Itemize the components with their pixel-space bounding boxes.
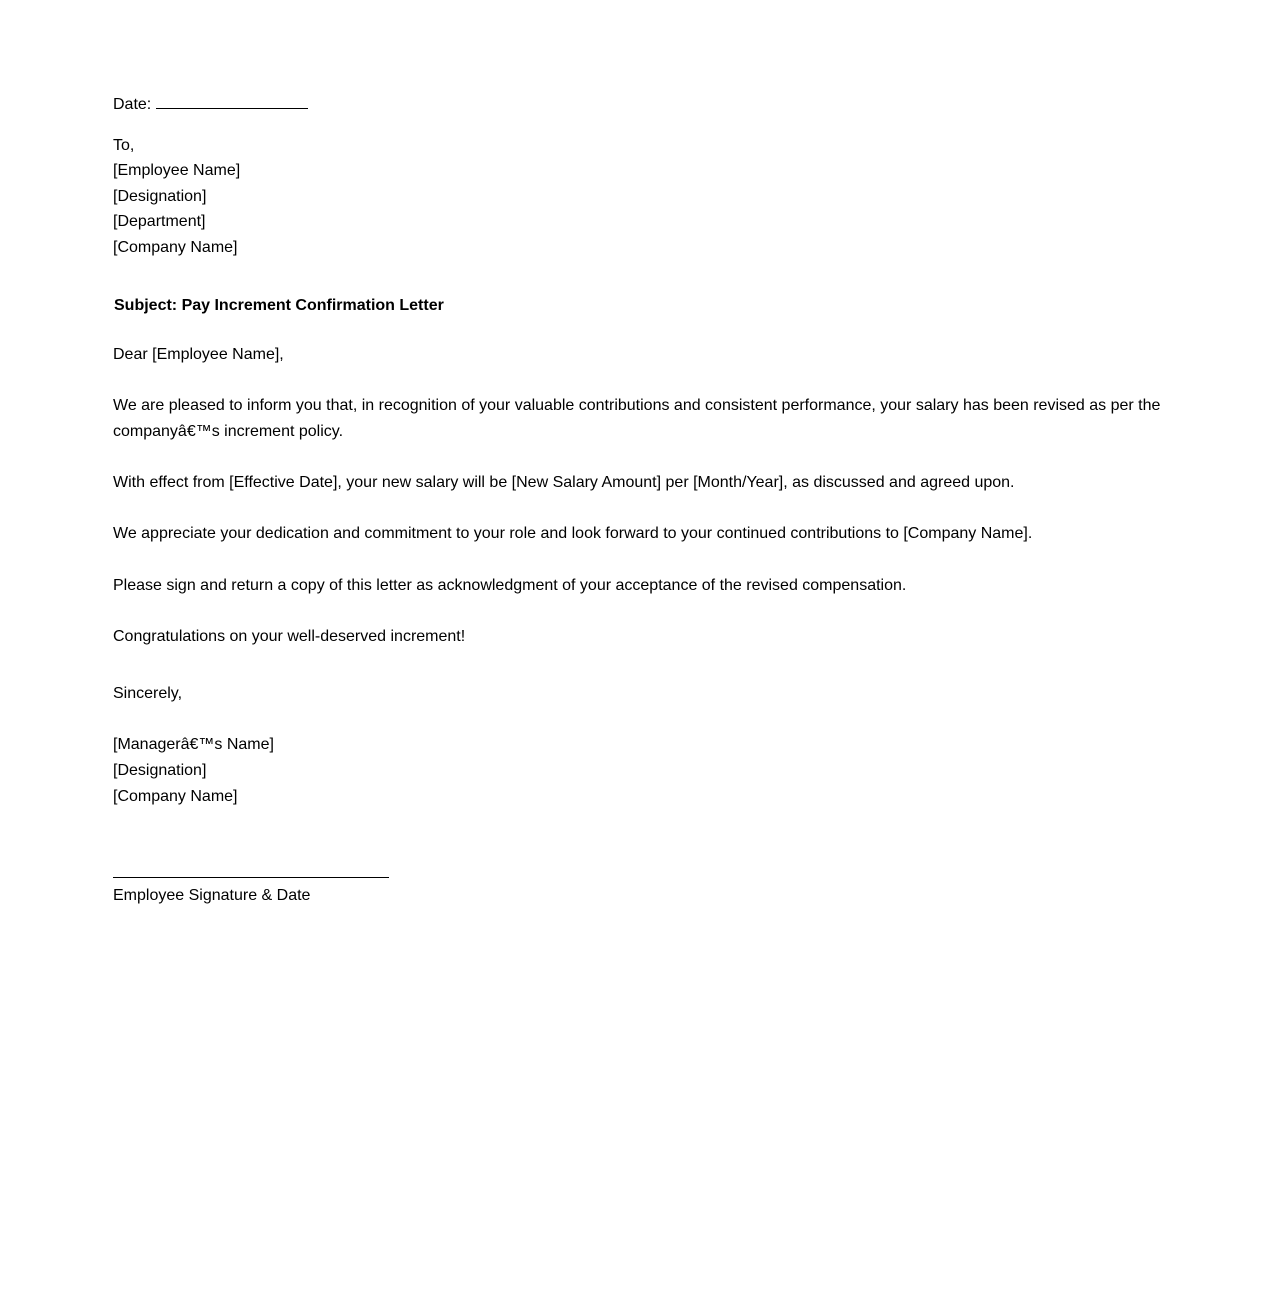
signature-caption: Employee Signature & Date	[113, 887, 311, 904]
paragraph-appreciation: We appreciate your dedication and commitment to your role and look forward to your continued contributions to [Company Name].	[113, 525, 1033, 542]
recipient-department: [Department]	[113, 213, 206, 230]
sender-company-name: [Company Name]	[113, 788, 238, 805]
paragraph-congratulations: Congratulations on your well-deserved increment!	[113, 628, 466, 645]
sender-designation: [Designation]	[113, 762, 207, 779]
closing: Sincerely,	[113, 685, 183, 702]
signature-line	[113, 877, 389, 878]
recipient-designation: [Designation]	[113, 188, 207, 205]
greeting: Dear [Employee Name],	[113, 346, 284, 363]
sender-name: [Managerâ€™s Name]	[113, 736, 274, 753]
recipient-employee-name: [Employee Name]	[113, 162, 241, 179]
recipient-to: To,	[113, 137, 135, 154]
paragraph-recognition: We are pleased to inform you that, in recognition of your valuable contributions and consistent performance, your salary has been revised as per the companyâ€™s increment policy.	[113, 397, 1161, 440]
subject-line: Subject: Pay Increment Confirmation Letter	[114, 297, 444, 314]
date-line	[113, 94, 308, 115]
date-label: Date:	[113, 96, 152, 113]
paragraph-sign-return: Please sign and return a copy of this letter as acknowledgment of your acceptance of the revised compensation.	[113, 577, 907, 594]
paragraph-effective-date: With effect from [Effective Date], your new salary will be [New Salary Amount] per [Month/Year], as discussed and agreed upon.	[113, 474, 1015, 491]
recipient-company-name: [Company Name]	[113, 239, 238, 256]
date-blank-field	[156, 94, 308, 109]
